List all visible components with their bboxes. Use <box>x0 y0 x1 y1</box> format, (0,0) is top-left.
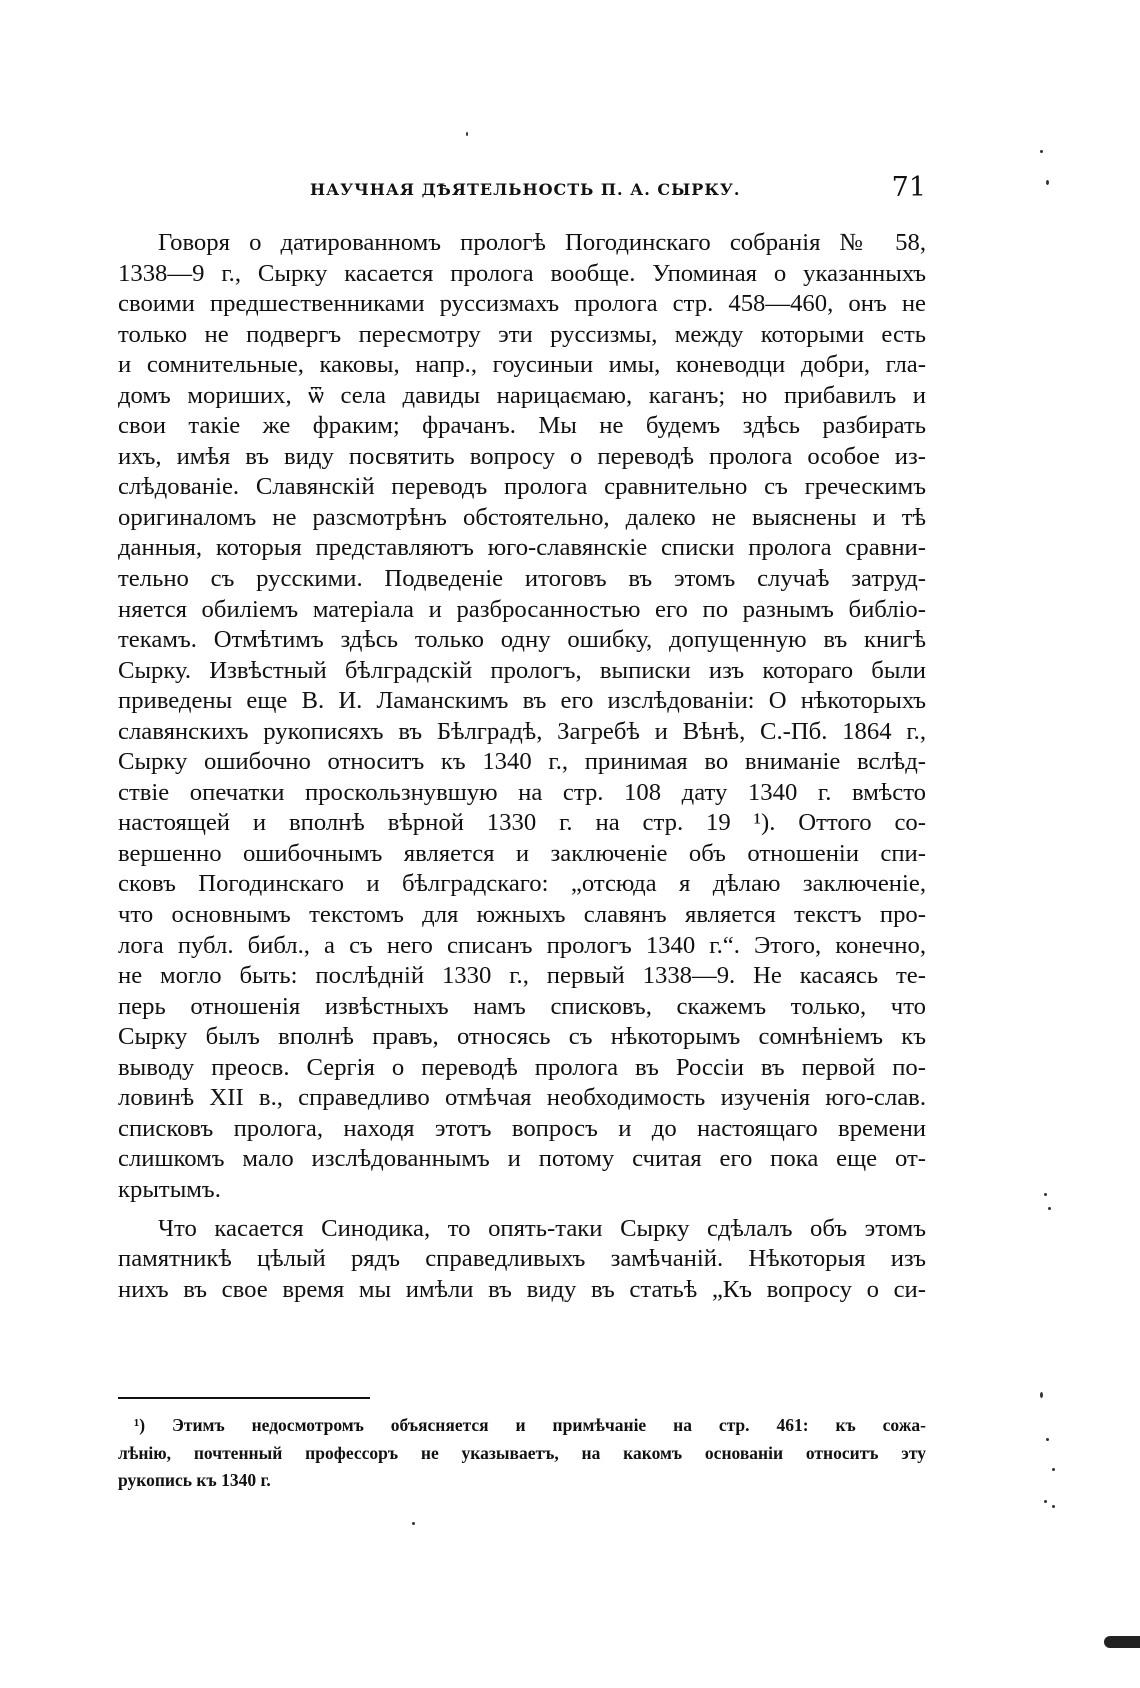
text-line: нихъ въ свое время мы имѣли въ виду въ статьѣ „Къ вопросу о си- <box>118 1275 926 1303</box>
text-line: приведены еще В. И. Ламанскимъ въ его изслѣдованіи: О нѣкоторыхъ <box>118 687 926 715</box>
text-line: тельно съ русскими. Подведеніе итоговъ въ этомъ случаѣ затруд- <box>118 565 926 593</box>
scan-speck <box>1048 1207 1051 1210</box>
text-line: ловинѣ XII в., справедливо отмѣчая необходимость изученія юго-слав. <box>118 1084 926 1112</box>
scan-speck <box>1046 1438 1049 1441</box>
scan-speck <box>1052 1468 1055 1471</box>
footnote <box>118 1412 926 1495</box>
text-line: списковъ пролога, находя этотъ вопросъ и до настоящаго времени <box>118 1114 926 1142</box>
text-line: что основнымъ текстомъ для южныхъ славянъ является текстъ про- <box>118 901 926 929</box>
text-line: только не подвергъ пересмотру эти руссизмы, между которыми есть <box>118 320 926 348</box>
text-line: памятникѣ цѣлый рядъ справедливыхъ замѣчаній. Нѣкоторыя изъ <box>118 1245 926 1273</box>
text-line: не могло быть: послѣдній 1330 г., первый 1338—9. Не касаясь те- <box>118 962 926 990</box>
scan-speck <box>1044 1193 1047 1196</box>
text-line: ствіе опечатки проскользнувшую на стр. 108 дату 1340 г. вмѣсто <box>118 778 926 806</box>
text-line: ихъ, имѣя въ виду посвятить вопросу о переводѣ пролога особое из- <box>118 442 926 470</box>
text-line: выводу преосв. Сергія о переводѣ пролога въ Россіи въ первой по- <box>118 1053 926 1081</box>
paragraph-gap <box>118 1206 926 1214</box>
page-number: 71 <box>891 172 926 203</box>
text-line: славянскихъ рукописяхъ въ Бѣлградѣ, Загребѣ и Вѣнѣ, С.-Пб. 1864 г., <box>118 717 926 745</box>
text-line: домъ мориших, ѿ села давиды нарицаємаю, каганъ; но прибавилъ и <box>118 381 926 409</box>
text-line: Что касается Синодика, то опять-таки Сырку сдѣлалъ объ этомъ <box>158 1214 926 1242</box>
text-line: вершенно ошибочнымъ является и заключеніе объ отношеніи спи- <box>118 839 926 867</box>
text-line: текамъ. Отмѣтимъ здѣсь только одну ошибку, допущенную въ книгѣ <box>118 626 926 654</box>
footnote-line: ¹) Этимъ недосмотромъ объясняется и примѣчаніе на стр. 461: къ сожа- <box>134 1415 926 1435</box>
scan-speck <box>466 132 468 136</box>
text-line: лога публ. библ., а съ него списанъ прологъ 1340 г.“. Этого, конечно, <box>118 931 926 959</box>
text-line: настоящей и вполнѣ вѣрной 1330 г. на стр. 19 ¹). Оттого со- <box>118 809 926 837</box>
text-line: Сырку былъ вполнѣ правъ, относясь съ нѣкоторымъ сомнѣніемъ къ <box>118 1023 926 1051</box>
text-line: 1338—9 г., Сырку касается пролога вообще. Упоминая о указанныхъ <box>118 259 926 287</box>
scan-speck <box>1044 1500 1047 1503</box>
text-line: крытымъ. <box>118 1175 221 1203</box>
text-line: няется обиліемъ матеріала и разбросанностью его по разнымъ библіо- <box>118 595 926 623</box>
scan-speck <box>1040 1392 1043 1398</box>
page-header <box>130 172 926 206</box>
footnote-line: лѣнію, почтенный профессоръ не указываетъ, на какомъ основаніи относитъ эту <box>118 1442 926 1463</box>
footnote-divider <box>118 1397 370 1399</box>
text-line: свои такіе же фраким; фрачанъ. Мы не будемъ здѣсь разбирать <box>118 412 926 440</box>
scan-speck <box>412 1522 415 1525</box>
scan-edge-mark <box>1104 1636 1140 1648</box>
text-line: перь отношенія извѣстныхъ намъ списковъ, скажемъ только, что <box>118 992 926 1020</box>
scan-speck <box>1052 1505 1055 1508</box>
text-line: слѣдованіе. Славянскій переводъ пролога сравнительно съ греческимъ <box>118 473 926 501</box>
footnote-line: рукопись къ 1340 г. <box>118 1470 271 1490</box>
text-line: и сомнительные, каковы, напр., гоусиныи имы, коневодци добри, гла- <box>118 351 926 379</box>
text-line: слишкомъ мало изслѣдованнымъ и потому считая его пока еще от- <box>118 1145 926 1173</box>
text-line: Сырку ошибочно относитъ къ 1340 г., принимая во вниманіе вслѣд- <box>118 748 926 776</box>
running-title: НАУЧНАЯ ДѢЯТЕЛЬНОСТЬ П. А. СЫРКУ. <box>310 180 741 199</box>
main-text <box>118 228 926 1305</box>
text-line: данныя, которыя представляютъ юго-славянскіе списки пролога сравни- <box>118 534 926 562</box>
text-line: Говоря о датированномъ прологѣ Погодинскаго собранія № 58, <box>158 229 926 256</box>
text-line: Сырку. Извѣстный бѣлградскій прологъ, выписки изъ котораго были <box>118 656 926 684</box>
text-line: оригиналомъ не разсмотрѣнъ обстоятельно, далеко не выяснены и тѣ <box>118 503 926 531</box>
text-line: своими предшественниками руссизмахъ пролога стр. 458—460, онъ не <box>118 290 926 318</box>
scan-speck <box>1046 180 1049 185</box>
text-line: сковъ Погодинскаго и бѣлградскаго: „отсюда я дѣлаю заключеніе, <box>118 870 926 898</box>
scan-speck <box>1040 150 1043 153</box>
